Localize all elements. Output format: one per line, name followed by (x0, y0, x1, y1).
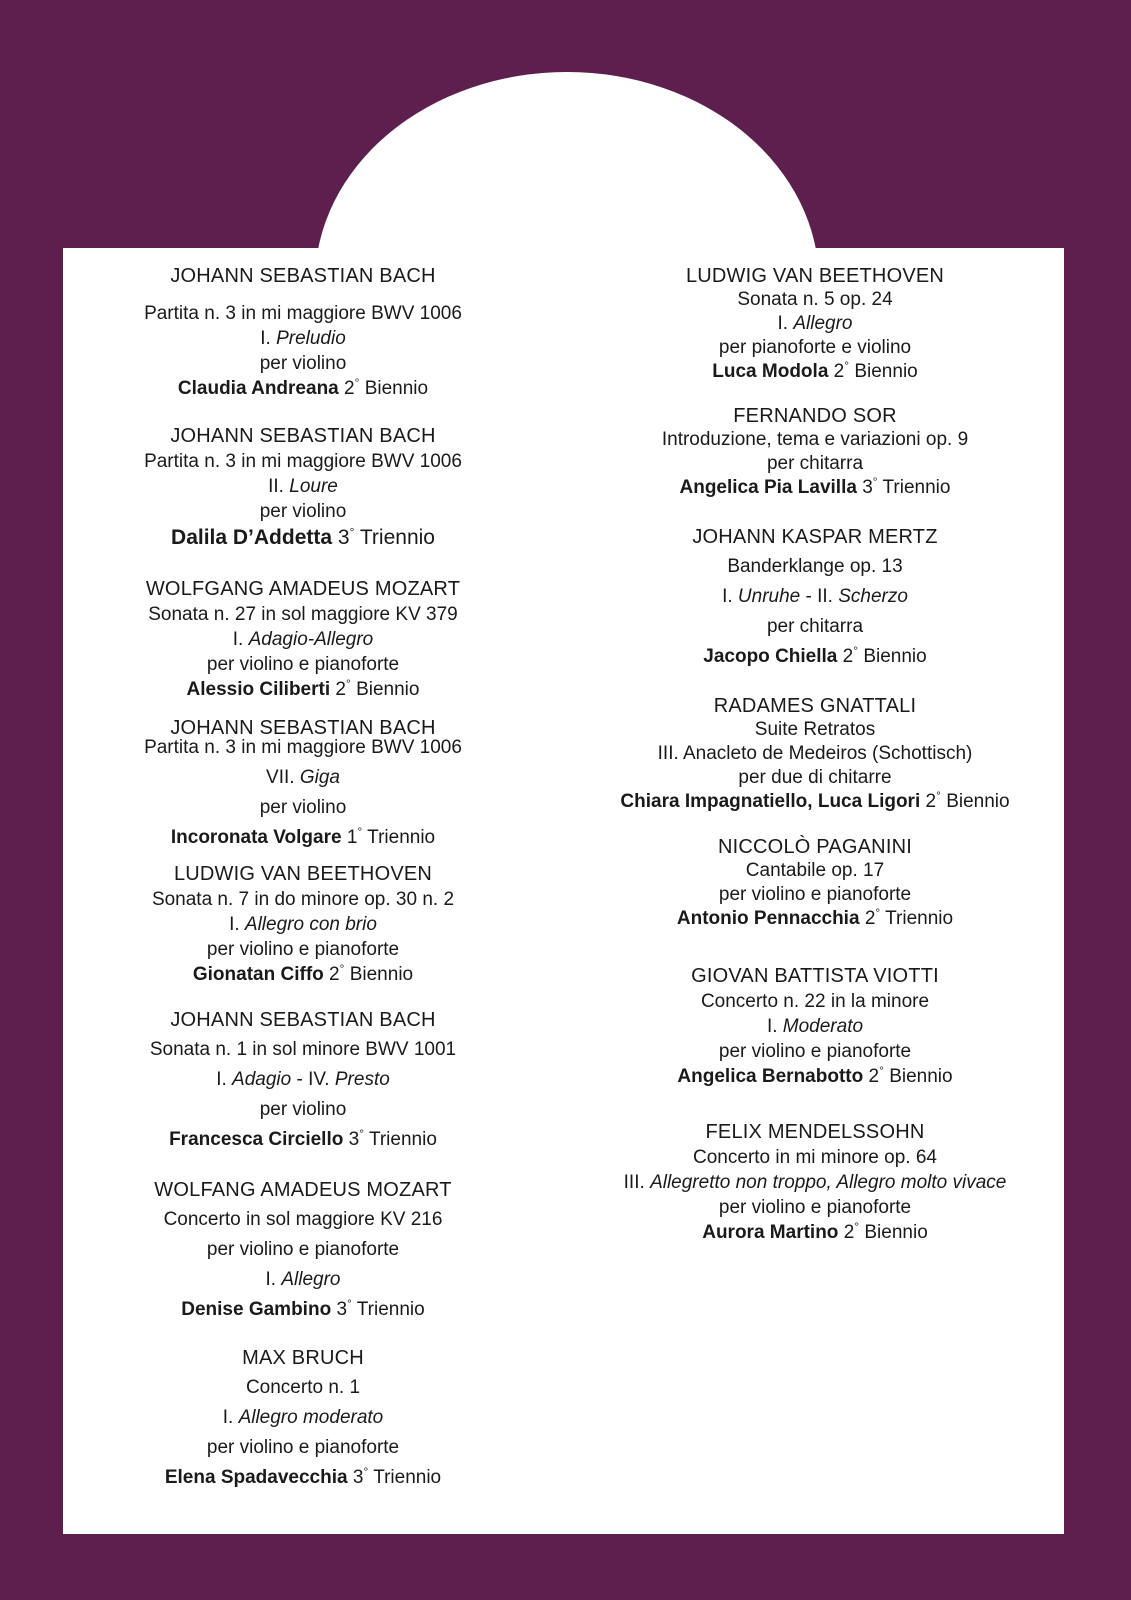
performer: Aurora Martino 2° Biennio (702, 1219, 928, 1243)
performer-name: Incoronata Volgare (170, 827, 342, 848)
movement: VII. Giga (266, 767, 340, 788)
performer: Gionatan Ciffo 2° Biennio (192, 961, 414, 985)
program-entry (63, 1343, 543, 1493)
program-entry (63, 1005, 543, 1155)
performer-name: Gionatan Ciffo (192, 964, 324, 985)
program-entry (63, 1175, 543, 1325)
work-title: Concerto n. 1 (245, 1377, 361, 1398)
movement: I. Allegro con brio (229, 914, 377, 935)
work-title: Introduzione, tema e variazioni op. 9 (661, 429, 969, 450)
instrumentation: per chitarra (766, 616, 864, 637)
performer-name: Angelica Pia Lavilla (679, 477, 857, 498)
instrumentation: per violino e pianoforte (206, 939, 400, 960)
performer: Chiara Impagnatiello, Luca Ligori 2° Biennio (620, 788, 1010, 812)
composer-name: WOLFANG AMADEUS MOZART (154, 1179, 452, 1201)
program-entry (566, 404, 1064, 500)
movement: I. Adagio-Allegro (232, 629, 374, 650)
instrumentation: per violino e pianoforte (718, 884, 912, 905)
performer-name: Denise Gambino (181, 1299, 332, 1320)
work-title: Concerto n. 22 in la minore (700, 991, 930, 1012)
movement: I. Allegro moderato (222, 1407, 384, 1428)
program-entry (566, 522, 1064, 672)
performer: Claudia Andreana 2° Biennio (177, 375, 429, 399)
work-title: Suite Retratos (754, 719, 876, 740)
composer-name: LUDWIG VAN BEETHOVEN (685, 265, 945, 287)
movement: I. Allegro (265, 1269, 341, 1290)
movement: I. Adagio - IV. Presto (216, 1069, 390, 1090)
composer-name: FELIX MENDELSSOHN (705, 1121, 925, 1143)
performer-name: Jacopo Chiella (703, 646, 838, 667)
instrumentation: per violino (259, 797, 347, 818)
program-entry (63, 577, 543, 702)
composer-name: JOHANN SEBASTIAN BACH (170, 1009, 436, 1031)
movement: III. Allegretto non troppo, Allegro molto vivace (623, 1172, 1007, 1193)
program-entry (566, 964, 1064, 1089)
performer: Luca Modola 2° Biennio (712, 358, 918, 382)
performer-name: Aurora Martino (702, 1222, 839, 1243)
program-entry (63, 718, 543, 853)
composer-name: JOHANN SEBASTIAN BACH (170, 425, 436, 447)
instrumentation: per due di chitarre (738, 767, 892, 788)
performer-name: Francesca Circiello (169, 1129, 344, 1150)
instrumentation: per violino e pianoforte (718, 1197, 912, 1218)
performer-name: Dalila D’Addetta (171, 526, 333, 549)
program-entry (63, 264, 543, 401)
program-entry (566, 835, 1064, 931)
program-entry (63, 424, 543, 552)
instrumentation: per pianoforte e violino (718, 337, 912, 358)
performer-name: Elena Spadavecchia (164, 1467, 348, 1488)
performer-name: Alessio Ciliberti (186, 679, 331, 700)
program-entry (566, 694, 1064, 814)
work-title: Partita n. 3 in mi maggiore BWV 1006 (144, 303, 462, 324)
performer-name: Angelica Bernabotto (677, 1066, 864, 1087)
composer-name: JOHANN SEBASTIAN BACH (170, 717, 436, 739)
movement: II. Loure (268, 476, 338, 497)
work-title: Partita n. 3 in mi maggiore BWV 1006 (144, 737, 462, 758)
performer: Angelica Bernabotto 2° Biennio (677, 1063, 953, 1087)
work-title: Concerto in mi minore op. 64 (693, 1147, 937, 1168)
work-title: Sonata n. 1 in sol minore BWV 1001 (149, 1039, 457, 1060)
performer: Angelica Pia Lavilla 3° Triennio (679, 474, 951, 498)
program-entry (566, 264, 1064, 384)
work-title: Cantabile op. 17 (745, 860, 885, 881)
performer: Antonio Pennacchia 2° Triennio (676, 905, 954, 929)
instrumentation: per violino e pianoforte (206, 1437, 400, 1458)
movement: I. Preludio (260, 328, 346, 349)
work-title: Sonata n. 27 in sol maggiore KV 379 (148, 604, 458, 625)
composer-name: JOHANN KASPAR MERTZ (692, 526, 938, 548)
movement: I. Allegro (777, 313, 853, 334)
instrumentation: per violino (259, 353, 347, 374)
performer: Jacopo Chiella 2° Biennio (703, 643, 927, 667)
program-entry (566, 1120, 1064, 1245)
composer-name: JOHANN SEBASTIAN BACH (170, 265, 436, 287)
instrumentation: per chitarra (766, 453, 864, 474)
performer: Incoronata Volgare 1° Triennio (170, 824, 436, 848)
composer-name: MAX BRUCH (242, 1347, 364, 1369)
performer-name: Antonio Pennacchia (676, 908, 860, 929)
work-title: Banderklange op. 13 (727, 556, 903, 577)
work-subtitle: III. Anacleto de Medeiros (Schottisch) (657, 743, 973, 764)
composer-name: FERNANDO SOR (733, 405, 897, 427)
work-title: Sonata n. 7 in do minore op. 30 n. 2 (151, 889, 455, 910)
instrumentation: per violino e pianoforte (206, 1239, 400, 1260)
performer: Denise Gambino 3° Triennio (181, 1296, 425, 1320)
performer: Alessio Ciliberti 2° Biennio (186, 676, 420, 700)
work-title: Partita n. 3 in mi maggiore BWV 1006 (144, 451, 462, 472)
instrumentation: per violino e pianoforte (206, 654, 400, 675)
composer-name: GIOVAN BATTISTA VIOTTI (691, 965, 939, 987)
performer: Dalila D’Addetta 3° Triennio (171, 525, 435, 549)
movement: I. Moderato (766, 1016, 864, 1037)
work-title: Sonata n. 5 op. 24 (737, 289, 893, 310)
instrumentation: per violino e pianoforte (718, 1041, 912, 1062)
performer-name: Luca Modola (712, 361, 829, 382)
instrumentation: per violino (259, 501, 347, 522)
composer-name: LUDWIG VAN BEETHOVEN (173, 863, 433, 885)
movement: I. Unruhe - II. Scherzo (722, 586, 908, 607)
performer: Elena Spadavecchia 3° Triennio (164, 1464, 442, 1488)
composer-name: RADAMES GNATTALI (713, 695, 917, 717)
instrumentation: per violino (259, 1099, 347, 1120)
composer-name: NICCOLÒ PAGANINI (718, 836, 912, 858)
composer-name: WOLFGANG AMADEUS MOZART (145, 578, 461, 600)
performer: Francesca Circiello 3° Triennio (169, 1126, 437, 1150)
performer-name: Chiara Impagnatiello, Luca Ligori (620, 791, 921, 812)
work-title: Concerto in sol maggiore KV 216 (163, 1209, 443, 1230)
performer-name: Claudia Andreana (177, 378, 339, 399)
program-entry (63, 862, 543, 987)
